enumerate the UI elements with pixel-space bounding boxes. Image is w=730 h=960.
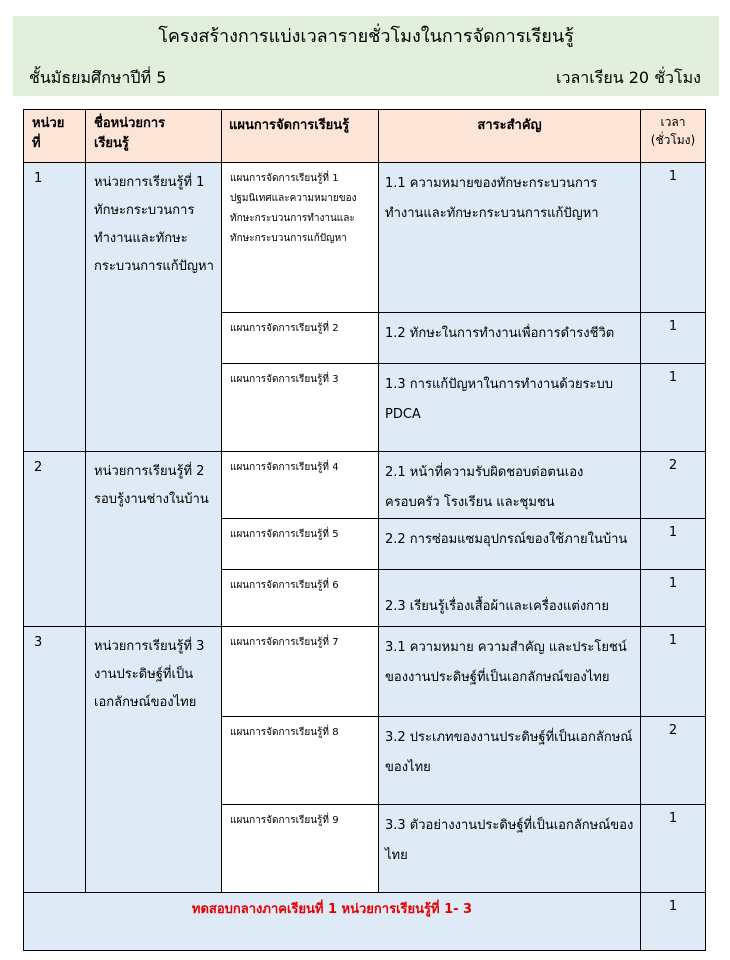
header-content: สาระสำคัญ: [379, 110, 641, 163]
key-content: 2.3 เรียนรู้เรื่องเสื้อผ้าและเครื่องแต่งกาย: [379, 570, 641, 627]
unit-name: หน่วยการเรียนรู้ที่ 2 รอบรู้งานช่างในบ้าน: [86, 452, 222, 627]
unit-number: 3: [24, 627, 86, 893]
key-content: 2.2 การซ่อมแซมอุปกรณ์ของใช้ภายในบ้าน: [379, 519, 641, 570]
lesson-plan: แผนการจัดการเรียนรู้ที่ 8: [222, 717, 379, 805]
key-content: 3.3 ตัวอย่างงานประดิษฐ์ที่เป็นเอกลักษณ์ของไทย: [379, 805, 641, 893]
hours-value: 1: [641, 627, 706, 717]
lesson-plan: แผนการจัดการเรียนรู้ที่ 6: [222, 570, 379, 627]
table-row: [24, 163, 706, 313]
table-row: [24, 452, 706, 519]
table-row: [24, 627, 706, 717]
midterm-row: [24, 893, 706, 951]
hours-value: 2: [641, 717, 706, 805]
document-title: โครงสร้างการแบ่งเวลารายชั่วโมงในการจัดการเรียนรู้: [158, 26, 574, 47]
hours-value: 1: [641, 364, 706, 452]
key-content: 3.2 ประเภทของงานประดิษฐ์ที่เป็นเอกลักษณ์ของไทย: [379, 717, 641, 805]
unit-name: หน่วยการเรียนรู้ที่ 3 งานประดิษฐ์ที่เป็นเอกลักษณ์ของไทย: [86, 627, 222, 893]
hours-value: 1: [641, 805, 706, 893]
hours-value: 1: [641, 570, 706, 627]
key-content: 1.2 ทักษะในการทำงานเพื่อการดำรงชีวิต: [379, 313, 641, 364]
hours-value: 1: [641, 163, 706, 313]
table-header-row: [24, 110, 706, 163]
hours-value: 1: [641, 313, 706, 364]
header-unit: หน่วย ที่: [24, 110, 86, 163]
lesson-plan: แผนการจัดการเรียนรู้ที่ 4: [222, 452, 379, 519]
hours-value: 1: [641, 519, 706, 570]
midterm-label: ทดสอบกลางภาคเรียนที่ 1 หน่วยการเรียนรู้ที่ 1- 3: [24, 893, 641, 951]
total-hours: เวลาเรียน 20 ชั่วโมง: [556, 68, 701, 87]
lesson-plan: แผนการจัดการเรียนรู้ที่ 2: [222, 313, 379, 364]
header-time: เวลา (ชั่วโมง): [641, 110, 706, 163]
document-header: [13, 16, 719, 96]
schedule-table: [23, 109, 706, 951]
lesson-plan: แผนการจัดการเรียนรู้ที่ 3: [222, 364, 379, 452]
unit-number: 2: [24, 452, 86, 627]
key-content: 1.3 การแก้ปัญหาในการทำงานด้วยระบบ PDCA: [379, 364, 641, 452]
header-plan: แผนการจัดการเรียนรู้: [222, 110, 379, 163]
midterm-hours: 1: [641, 893, 706, 951]
lesson-plan: แผนการจัดการเรียนรู้ที่ 7: [222, 627, 379, 717]
grade-level: ชั้นมัธยมศึกษาปีที่ 5: [29, 68, 167, 87]
key-content: 3.1 ความหมาย ความสำคัญ และประโยชน์ของงานประดิษฐ์ที่เป็นเอกลักษณ์ของไทย: [379, 627, 641, 717]
unit-name: หน่วยการเรียนรู้ที่ 1 ทักษะกระบวนการทำงานและทักษะกระบวนการแก้ปัญหา: [86, 163, 222, 452]
header-unit-name: ชื่อหน่วยการ เรียนรู้: [86, 110, 222, 163]
key-content: 1.1 ความหมายของทักษะกระบวนการทำงานและทักษะกระบวนการแก้ปัญหา: [379, 163, 641, 313]
unit-number: 1: [24, 163, 86, 452]
lesson-plan: แผนการจัดการเรียนรู้ที่ 5: [222, 519, 379, 570]
lesson-plan: แผนการจัดการเรียนรู้ที่ 1 ปฐมนิเทศและความหมายของทักษะกระบวนการทำงานและทักษะกระบวนการแก้ปัญหา: [222, 163, 379, 313]
lesson-plan: แผนการจัดการเรียนรู้ที่ 9: [222, 805, 379, 893]
hours-value: 2: [641, 452, 706, 519]
key-content: 2.1 หน้าที่ความรับผิดชอบต่อตนเอง ครอบครัว โรงเรียน และชุมชน: [379, 452, 641, 519]
